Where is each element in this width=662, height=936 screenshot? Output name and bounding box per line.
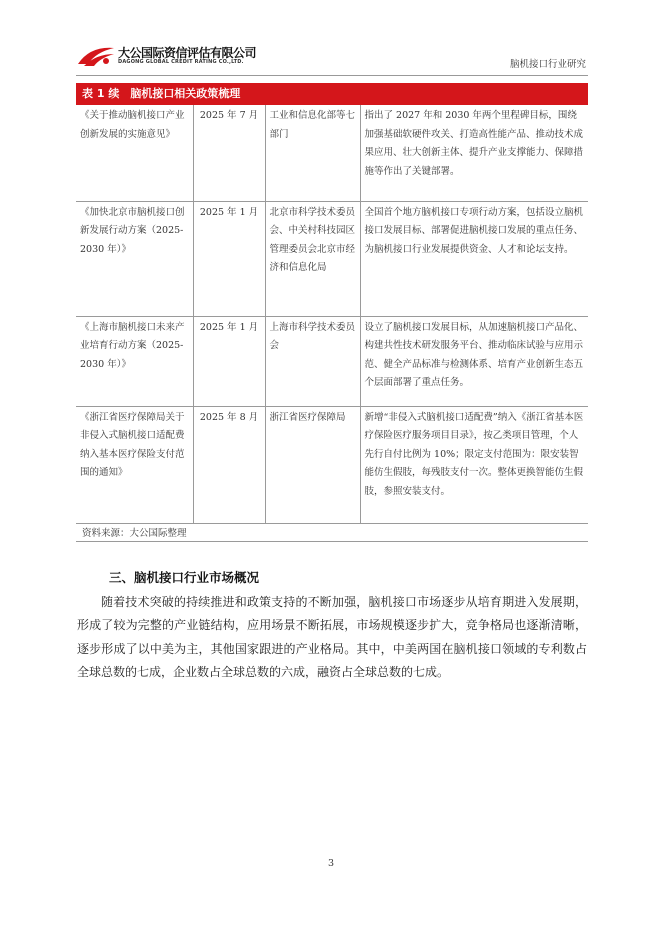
section-heading: 三、脑机接口行业市场概况 xyxy=(109,570,260,585)
table-source-note: 资料来源：大公国际整理 xyxy=(76,523,588,542)
table-row xyxy=(76,105,588,201)
policy-content: 新增“非侵入式脑机接口适配费”纳入《浙江省基本医疗保险医疗服务项目目录》，按乙类项目管理，个人先行自付比例为 10%；限定支付范围为：限安装智能仿生假肢，每残肢支付一次。整体更换智能仿生假肢，参照安装支付。 xyxy=(360,406,588,523)
company-name-cn: 大公国际资信评估有限公司 xyxy=(118,46,257,60)
policy-issuer: 上海市科学技术委员会 xyxy=(265,316,360,406)
policy-date: 2025 年 7 月 xyxy=(193,105,265,201)
page-header xyxy=(76,44,586,74)
policy-date: 2025 年 1 月 xyxy=(193,316,265,406)
policy-issuer: 北京市科学技术委员会、中关村科技园区管理委员会北京市经济和信息化局 xyxy=(265,201,360,316)
policy-issuer: 浙江省医疗保障局 xyxy=(265,406,360,523)
section-paragraph: 随着技术突破的持续推进和政策支持的不断加强，脑机接口市场逐步从培育期进入发展期，形成了较为完整的产业链结构，应用场景不断拓展，市场规模逐步扩大，竞争格局也逐渐清晰，逐步形成了以中美为主，其他国家跟进的产业格局。其中，中美两国在脑机接口领域的专利数占全球总数的七成，企业数占全球总数的六成，融资占全球总数的七成。 xyxy=(77,595,587,679)
policy-date: 2025 年 1 月 xyxy=(193,201,265,316)
header-divider xyxy=(76,75,588,76)
report-title: 脑机接口行业研究 xyxy=(509,59,586,70)
policy-name: 《上海市脑机接口未来产业培育行动方案（2025-2030 年）》 xyxy=(76,316,193,406)
policy-content: 全国首个地方脑机接口专项行动方案，包括设立脑机接口发展目标、部署促进脑机接口发展的重点任务、为脑机接口行业发展提供资金、人才和论坛支持。 xyxy=(360,201,588,316)
dagong-logo-icon xyxy=(76,44,116,68)
table-row xyxy=(76,201,588,316)
table-row xyxy=(76,316,588,406)
table-title: 表 1 续 脑机接口相关政策梳理 xyxy=(76,83,588,105)
policy-content: 指出了 2027 年和 2030 年两个里程碑目标，围绕加强基础软硬件攻关、打造高性能产品、推动技术成果应用、壮大创新主体、提升产业支撑能力、保障措施等作出了关键部署。 xyxy=(360,105,588,201)
policy-table xyxy=(76,105,588,524)
policy-content: 设立了脑机接口发展目标，从加速脑机接口产品化、构建共性技术研发服务平台、推动临床试验与应用示范、健全产品标准与检测体系、培育产业创新生态五个层面部署了重点任务。 xyxy=(360,316,588,406)
policy-name: 《浙江省医疗保障局关于非侵入式脑机接口适配费纳入基本医疗保险支付范围的通知》 xyxy=(76,406,193,523)
policy-name: 《关于推动脑机接口产业创新发展的实施意见》 xyxy=(76,105,193,201)
company-name-en: DAGONG GLOBAL CREDIT RATING CO.,LTD. xyxy=(118,59,244,65)
page-number: 3 xyxy=(327,858,335,869)
policy-date: 2025 年 8 月 xyxy=(193,406,265,523)
policy-name: 《加快北京市脑机接口创新发展行动方案（2025-2030 年）》 xyxy=(76,201,193,316)
table-row xyxy=(76,406,588,523)
policy-issuer: 工业和信息化部等七部门 xyxy=(265,105,360,201)
